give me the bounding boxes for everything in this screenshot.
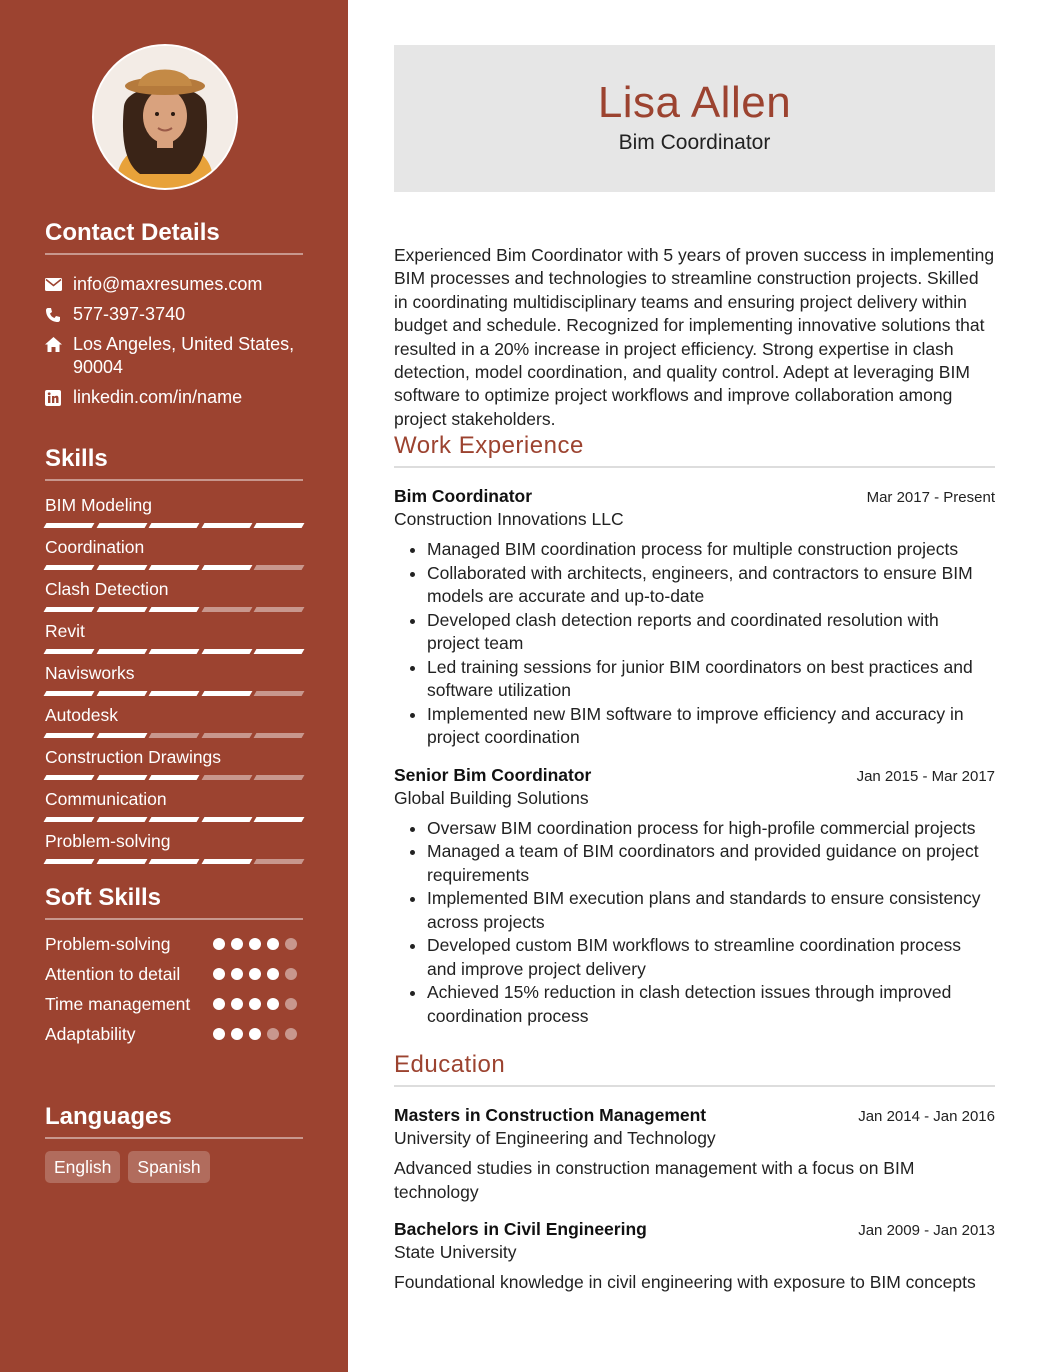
skill-dot bbox=[213, 938, 225, 950]
skills-section bbox=[45, 445, 303, 864]
skill-bar-segment bbox=[201, 775, 251, 780]
skill-dot bbox=[249, 998, 261, 1010]
work-section bbox=[394, 432, 995, 1028]
job-bullet: • Developed clash detection reports and coordinated resolution with project team bbox=[427, 609, 995, 656]
education-title: Education bbox=[394, 1051, 995, 1087]
job-bullet: • Implemented BIM execution plans and standards to ensure consistency across projects bbox=[427, 887, 995, 934]
education-entry bbox=[394, 1104, 995, 1204]
skill-bar-segment bbox=[149, 649, 199, 654]
soft-skill-dots bbox=[213, 1022, 303, 1046]
skill-bar-segment bbox=[201, 817, 251, 822]
skill-bar-segment bbox=[201, 859, 251, 864]
skill-bar-segment bbox=[44, 859, 94, 864]
education-date: Jan 2014 - Jan 2016 bbox=[858, 1108, 995, 1125]
soft-skill-name: Adaptability bbox=[45, 1024, 136, 1044]
skill-dot bbox=[213, 968, 225, 980]
soft-skill-name: Time management bbox=[45, 994, 191, 1014]
skill-bar-segment bbox=[254, 691, 304, 696]
job-bullet: • Managed a team of BIM coordinators and provided guidance on project requirements bbox=[427, 840, 995, 887]
skill-bar-segment bbox=[254, 607, 304, 612]
skill-level-bar bbox=[45, 649, 303, 654]
skill-dot bbox=[231, 968, 243, 980]
soft-skill-dots bbox=[213, 962, 303, 986]
skill-item bbox=[45, 662, 303, 696]
skill-bar-segment bbox=[96, 859, 146, 864]
skill-bar-segment bbox=[149, 733, 199, 738]
job-title: Senior Bim Coordinator bbox=[394, 764, 592, 785]
skill-level-bar bbox=[45, 817, 303, 822]
job-bullet: • Oversaw BIM coordination process for high-profile commercial projects bbox=[427, 817, 995, 841]
skill-level-bar bbox=[45, 607, 303, 612]
education-header bbox=[394, 1104, 995, 1127]
contact-email[interactable] bbox=[45, 273, 303, 296]
skill-name: BIM Modeling bbox=[45, 495, 152, 515]
summary-text: Experienced Bim Coordinator with 5 years of proven success in implementing BIM processes and technologies to streamline construction projects. Skilled in coordinating multidisciplinary teams and ensuring project delivery within budget and schedule. Recognized for implementing innovative solutions that resulted in a 20% increase in project efficiency. Strong expertise in clash detection, model coordination, and quality control. Adept at leveraging BIM software to optimize project workflows and improve collaboration among project stakeholders. bbox=[394, 245, 995, 429]
skill-dot bbox=[231, 998, 243, 1010]
skill-item bbox=[45, 536, 303, 570]
skill-level-bar bbox=[45, 523, 303, 528]
header-box bbox=[394, 45, 995, 192]
job-bullet: • Implemented new BIM software to improve efficiency and accuracy in project coordination bbox=[427, 703, 995, 750]
education-school: State University bbox=[394, 1242, 517, 1262]
skill-bar-segment bbox=[96, 649, 146, 654]
skill-dot bbox=[213, 998, 225, 1010]
skill-bar-segment bbox=[254, 523, 304, 528]
job-date: Jan 2015 - Mar 2017 bbox=[856, 767, 995, 785]
envelope-icon bbox=[45, 273, 73, 296]
skill-bar-segment bbox=[44, 649, 94, 654]
email-text[interactable]: info@maxresumes.com bbox=[73, 274, 263, 294]
candidate-name: Lisa Allen bbox=[597, 78, 792, 127]
address-text: Los Angeles, United States, 90004 bbox=[73, 334, 295, 377]
skill-dot bbox=[267, 1028, 279, 1040]
skill-bar-segment bbox=[254, 565, 304, 570]
soft-skills-title: Soft Skills bbox=[45, 884, 303, 920]
skill-bar-segment bbox=[201, 523, 251, 528]
contact-phone[interactable] bbox=[45, 303, 303, 326]
summary-section bbox=[394, 244, 995, 431]
job-bullet: • Led training sessions for junior BIM coordinators on best practices and software utilization bbox=[427, 656, 995, 703]
soft-skill-name: Problem-solving bbox=[45, 934, 171, 954]
skill-level-bar bbox=[45, 691, 303, 696]
soft-skill-item bbox=[45, 932, 303, 956]
skill-dot bbox=[267, 938, 279, 950]
skill-bar-segment bbox=[44, 817, 94, 822]
education-entry bbox=[394, 1218, 995, 1295]
skill-bar-segment bbox=[254, 859, 304, 864]
education-degree: Bachelors in Civil Engineering bbox=[394, 1219, 647, 1239]
soft-skill-item bbox=[45, 1022, 303, 1046]
skill-bar-segment bbox=[44, 691, 94, 696]
skill-level-bar bbox=[45, 733, 303, 738]
job-company: Global Building Solutions bbox=[394, 787, 589, 808]
skill-bar-segment bbox=[149, 523, 199, 528]
skill-bar-segment bbox=[44, 607, 94, 612]
contact-title: Contact Details bbox=[45, 219, 303, 255]
skill-bar-segment bbox=[44, 775, 94, 780]
education-description: Foundational knowledge in civil engineering with exposure to BIM concepts bbox=[394, 1272, 976, 1292]
skill-bar-segment bbox=[149, 859, 199, 864]
soft-skill-item bbox=[45, 962, 303, 986]
home-icon bbox=[45, 333, 73, 356]
skill-dot bbox=[267, 968, 279, 980]
contact-linkedin[interactable] bbox=[45, 386, 303, 409]
education-school: University of Engineering and Technology bbox=[394, 1128, 716, 1148]
skill-name: Construction Drawings bbox=[45, 747, 222, 767]
skill-bar-segment bbox=[149, 775, 199, 780]
skill-dot bbox=[249, 968, 261, 980]
skill-dot bbox=[249, 938, 261, 950]
skill-bar-segment bbox=[96, 775, 146, 780]
skill-item bbox=[45, 746, 303, 780]
education-header bbox=[394, 1218, 995, 1241]
education-description: Advanced studies in construction management with a focus on BIM technology bbox=[394, 1158, 915, 1202]
linkedin-icon bbox=[45, 386, 73, 409]
skill-bar-segment bbox=[201, 565, 251, 570]
education-section bbox=[394, 1051, 995, 1295]
skill-bar-segment bbox=[201, 733, 251, 738]
job-company: Construction Innovations LLC bbox=[394, 509, 624, 529]
job-date: Mar 2017 - Present bbox=[866, 489, 995, 506]
language-tag: Spanish bbox=[128, 1151, 209, 1183]
phone-text[interactable]: 577-397-3740 bbox=[73, 304, 186, 324]
skill-bar-segment bbox=[96, 691, 146, 696]
skill-item bbox=[45, 620, 303, 654]
skill-bar-segment bbox=[201, 649, 251, 654]
soft-skills-section bbox=[45, 884, 303, 1052]
skill-dot bbox=[285, 1028, 297, 1040]
soft-skill-item bbox=[45, 992, 303, 1016]
job-bullet: • Collaborated with architects, engineers, and contractors to ensure BIM models are accurate and up-to-date bbox=[427, 562, 995, 609]
linkedin-text[interactable]: linkedin.com/in/name bbox=[73, 387, 243, 407]
education-degree: Masters in Construction Management bbox=[394, 1105, 707, 1125]
skill-dot bbox=[231, 1028, 243, 1040]
job-bullet: • Developed custom BIM workflows to streamline coordination process and improve project delivery bbox=[427, 934, 995, 981]
skill-name: Coordination bbox=[45, 537, 145, 557]
skill-bar-segment bbox=[201, 607, 251, 612]
skill-level-bar bbox=[45, 775, 303, 780]
skill-bar-segment bbox=[96, 565, 146, 570]
job-header bbox=[394, 764, 995, 787]
skill-name: Communication bbox=[45, 789, 167, 809]
skill-item bbox=[45, 788, 303, 822]
skill-dot bbox=[267, 998, 279, 1010]
soft-skill-dots bbox=[213, 932, 303, 956]
job-entry bbox=[394, 485, 995, 750]
skill-bar-segment bbox=[149, 691, 199, 696]
skills-title: Skills bbox=[45, 445, 303, 481]
skill-bar-segment bbox=[254, 817, 304, 822]
language-tag: English bbox=[45, 1151, 120, 1183]
skill-name: Revit bbox=[45, 621, 85, 641]
phone-icon bbox=[45, 303, 73, 326]
soft-skill-dots bbox=[213, 992, 303, 1016]
skill-bar-segment bbox=[149, 817, 199, 822]
job-bullet: • Achieved 15% reduction in clash detection issues through improved coordination process bbox=[427, 981, 995, 1028]
skill-dot bbox=[285, 998, 297, 1010]
skill-bar-segment bbox=[254, 775, 304, 780]
skill-bar-segment bbox=[96, 733, 146, 738]
job-bullets bbox=[394, 817, 995, 1029]
skill-dot bbox=[249, 1028, 261, 1040]
candidate-title: Bim Coordinator bbox=[618, 131, 771, 154]
work-title: Work Experience bbox=[394, 432, 995, 468]
skill-dot bbox=[285, 968, 297, 980]
skill-bar-segment bbox=[254, 733, 304, 738]
skill-bar-segment bbox=[254, 649, 304, 654]
skill-bar-segment bbox=[201, 691, 251, 696]
skill-dot bbox=[285, 938, 297, 950]
languages-section bbox=[45, 1103, 303, 1183]
skill-name: Clash Detection bbox=[45, 579, 169, 599]
skill-level-bar bbox=[45, 859, 303, 864]
skill-dot bbox=[231, 938, 243, 950]
skill-bar-segment bbox=[96, 607, 146, 612]
education-date: Jan 2009 - Jan 2013 bbox=[858, 1222, 995, 1239]
contact-address bbox=[45, 333, 303, 379]
skill-dot bbox=[213, 1028, 225, 1040]
skill-item bbox=[45, 578, 303, 612]
job-bullet: • Managed BIM coordination process for multiple construction projects bbox=[427, 538, 995, 562]
job-entry bbox=[394, 764, 995, 1029]
profile-photo bbox=[92, 44, 238, 190]
job-title: Bim Coordinator bbox=[394, 486, 533, 506]
skill-bar-segment bbox=[96, 817, 146, 822]
languages-title: Languages bbox=[45, 1103, 303, 1139]
skill-bar-segment bbox=[44, 733, 94, 738]
skill-bar-segment bbox=[149, 607, 199, 612]
job-header bbox=[394, 485, 995, 508]
skill-bar-segment bbox=[96, 523, 146, 528]
sidebar bbox=[0, 0, 348, 1372]
skill-bar-segment bbox=[149, 565, 199, 570]
job-bullets bbox=[394, 538, 995, 750]
skill-level-bar bbox=[45, 565, 303, 570]
skill-item bbox=[45, 830, 303, 864]
contact-section bbox=[45, 219, 303, 416]
skill-bar-segment bbox=[44, 523, 94, 528]
skill-name: Problem-solving bbox=[45, 831, 171, 851]
skill-name: Navisworks bbox=[45, 663, 135, 683]
skill-name: Autodesk bbox=[45, 705, 118, 725]
skill-bar-segment bbox=[44, 565, 94, 570]
skill-item bbox=[45, 704, 303, 738]
soft-skill-name: Attention to detail bbox=[45, 964, 181, 984]
skill-item bbox=[45, 494, 303, 528]
